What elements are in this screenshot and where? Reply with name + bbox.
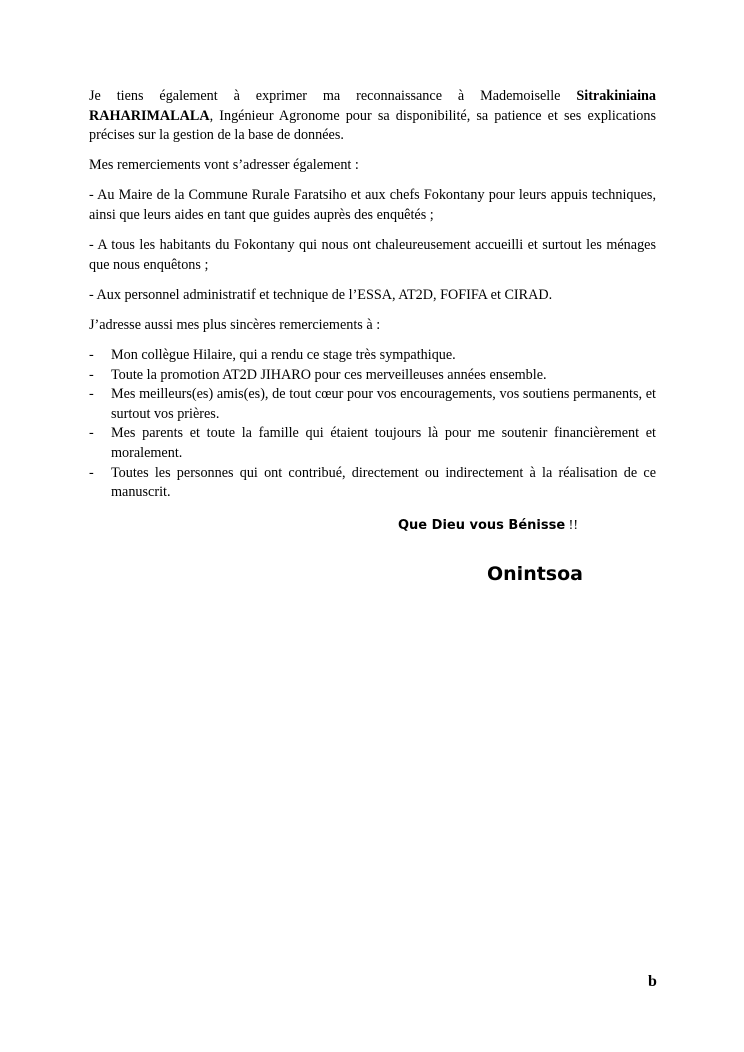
intro-paragraph: [89, 87, 656, 146]
list-item-text: Mon collègue Hilaire, qui a rendu ce stage très sympathique.: [111, 346, 456, 363]
bullet-dash: -: [89, 464, 94, 481]
signature: Onintsoa: [487, 563, 583, 585]
bullet-dash: -: [89, 366, 94, 383]
list-item-text: Toute la promotion AT2D JIHARO pour ces merveilleuses années ensemble.: [111, 366, 547, 383]
page-number: b: [648, 973, 657, 990]
list-item-text: Mes parents et toute la famille qui étaient toujours là pour me soutenir financièrement et moralement.: [111, 425, 656, 461]
list-item: [89, 385, 656, 424]
list-item-text: Toutes les personnes qui ont contribué, directement ou indirectement à la réalisation de ce manuscrit.: [111, 464, 656, 501]
thanks-heading: Mes remerciements vont s’adresser également :: [89, 157, 359, 174]
bullet-dash: -: [89, 386, 94, 403]
intro-text-after: , Ingénieur Agronome pour sa disponibilité, sa patience et ses explications précises sur la gestion de la base de données.: [89, 107, 656, 144]
list-item: [89, 464, 656, 503]
closing-text: Que Dieu vous Bénisse: [398, 518, 566, 533]
thanks-paragraph-staff: - Aux personnel administratif et technique de l’ESSA, AT2D, FOFIFA et CIRAD.: [89, 286, 553, 303]
list-item: [89, 366, 656, 386]
bullet-dash: -: [89, 425, 94, 442]
list-item-text: Mes meilleurs(es) amis(es), de tout cœur pour vos encouragements, vos soutiens permanents, et surtout vos prières.: [111, 386, 656, 422]
thanks-paragraph-inhabitants: - A tous les habitants du Fokontany qui nous ont chaleureusement accueilli et surtout les ménages que nous enquêtons ;: [89, 237, 656, 273]
body-text: [89, 87, 656, 503]
thanks-paragraph-mayor: - Au Maire de la Commune Rurale Faratsiho et aux chefs Fokontany pour leurs appuis techniques, ainsi que leurs aides en tant que guides auprès des enquêtés ;: [89, 187, 656, 223]
list-item: [89, 346, 656, 366]
intro-text-before: Je tiens également à exprimer ma reconnaissance à Mademoiselle: [89, 88, 577, 104]
list-item: [89, 424, 656, 463]
thanks-list: [89, 346, 656, 503]
closing-blessing: [398, 517, 578, 535]
closing-exclamation: !!: [565, 518, 578, 533]
bullet-dash: -: [89, 346, 94, 363]
intro-name: Sitrakiniaina RAHARIMALALA: [89, 88, 656, 124]
sincere-heading: J’adresse aussi mes plus sincères remerciements à :: [89, 316, 381, 333]
